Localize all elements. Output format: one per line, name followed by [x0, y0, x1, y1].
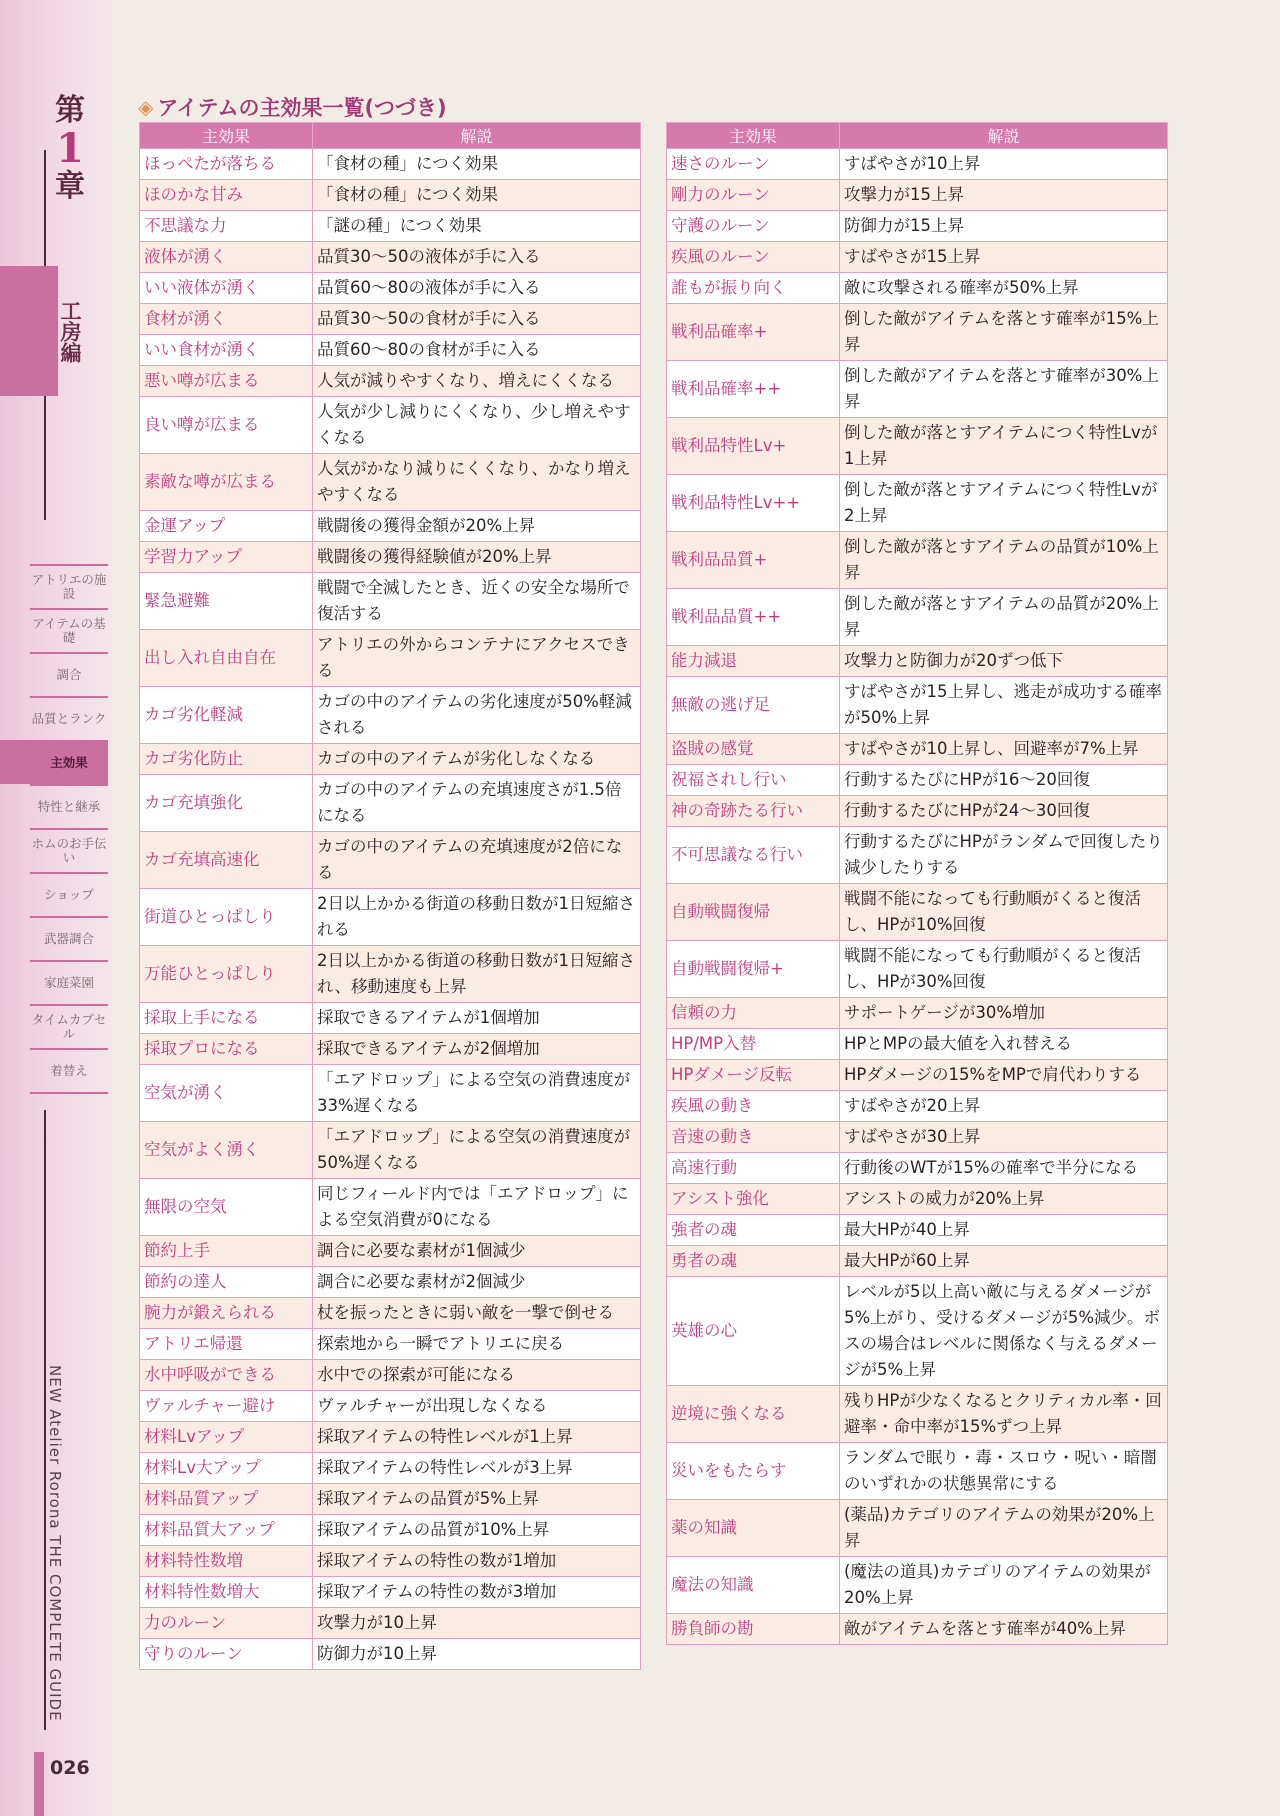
diamond-ornament-icon: ◈	[138, 95, 154, 119]
effect-description: 人気がかなり減りにくくなり、かなり増えやすくなる	[313, 454, 641, 511]
table-row	[667, 304, 1168, 361]
effect-name: 出し入れ自由自在	[140, 630, 313, 687]
effect-description: 戦闘後の獲得経験値が20%上昇	[313, 542, 641, 573]
effect-description: HPとMPの最大値を入れ替える	[840, 1029, 1168, 1060]
table-row	[667, 1386, 1168, 1443]
nav-item[interactable]: 主効果	[0, 740, 108, 784]
table-row	[140, 366, 641, 397]
table-row	[667, 1153, 1168, 1184]
effect-name: 勝負師の勘	[667, 1614, 840, 1645]
effect-description: 倒した敵がアイテムを落とす確率が15%上昇	[840, 304, 1168, 361]
effect-description: 採取アイテムの特性の数が3増加	[313, 1577, 641, 1608]
effect-description: すばやさが20上昇	[840, 1091, 1168, 1122]
table-row	[140, 211, 641, 242]
effect-name: 腕力が鍛えられる	[140, 1298, 313, 1329]
table-row	[140, 946, 641, 1003]
effect-description: 「謎の種」につく効果	[313, 211, 641, 242]
effect-description: 攻撃力と防御力が20ずつ低下	[840, 646, 1168, 677]
effect-name: 剛力のルーン	[667, 180, 840, 211]
effect-description: 行動するたびにHPがランダムで回復したり減少したりする	[840, 827, 1168, 884]
column-header: 解説	[313, 123, 641, 149]
page-number: 026	[50, 1757, 90, 1779]
effect-name: カゴ劣化防止	[140, 744, 313, 775]
effect-name: 戦利品品質++	[667, 589, 840, 646]
effect-description: 残りHPが少なくなるとクリティカル率・回避率・命中率が15%ずつ上昇	[840, 1386, 1168, 1443]
table-row	[140, 1608, 641, 1639]
effect-description: ヴァルチャーが出現しなくなる	[313, 1391, 641, 1422]
effect-description: (魔法の道具)カテゴリのアイテムの効果が20%上昇	[840, 1557, 1168, 1614]
table-row	[140, 630, 641, 687]
effect-description: 「食材の種」につく効果	[313, 149, 641, 180]
table-row	[140, 149, 641, 180]
effect-name: 良い噂が広まる	[140, 397, 313, 454]
effect-description: 品質30〜50の食材が手に入る	[313, 304, 641, 335]
effect-description: 2日以上かかる街道の移動日数が1日短縮される	[313, 889, 641, 946]
table-row	[140, 1298, 641, 1329]
effect-name: カゴ劣化軽減	[140, 687, 313, 744]
effect-name: 無限の空気	[140, 1179, 313, 1236]
part-band	[0, 266, 58, 396]
effect-description: すばやさが10上昇し、回避率が7%上昇	[840, 734, 1168, 765]
table-row	[140, 687, 641, 744]
table-row	[667, 646, 1168, 677]
column-header: 主効果	[667, 123, 840, 149]
effect-description: 行動後のWTが15%の確率で半分になる	[840, 1153, 1168, 1184]
table-row	[140, 1003, 641, 1034]
table-row	[667, 1215, 1168, 1246]
divider	[30, 1092, 108, 1094]
effect-name: ヴァルチャー避け	[140, 1391, 313, 1422]
effect-name: 逆境に強くなる	[667, 1386, 840, 1443]
effect-name: 材料Lvアップ	[140, 1422, 313, 1453]
nav-item[interactable]: アイテムの基礎	[30, 608, 108, 652]
effect-description: 調合に必要な素材が1個減少	[313, 1236, 641, 1267]
chapter-label: 第 1 章	[55, 93, 85, 204]
effect-name: 守りのルーン	[140, 1639, 313, 1670]
effect-name: ほのかな甘み	[140, 180, 313, 211]
effect-name: HP/MP入替	[667, 1029, 840, 1060]
effect-name: 採取上手になる	[140, 1003, 313, 1034]
nav-item[interactable]: 特性と継承	[30, 784, 108, 828]
table-row	[667, 1029, 1168, 1060]
table-row	[667, 827, 1168, 884]
effect-name: 空気が湧く	[140, 1065, 313, 1122]
effect-description: カゴの中のアイテムの充填速度さが1.5倍になる	[313, 775, 641, 832]
effect-name: 採取プロになる	[140, 1034, 313, 1065]
table-row	[667, 677, 1168, 734]
effect-description: 防御力が10上昇	[313, 1639, 641, 1670]
effect-description: 2日以上かかる街道の移動日数が1日短縮され、移動速度も上昇	[313, 946, 641, 1003]
effect-description: レベルが5以上高い敵に与えるダメージが5%上がり、受けるダメージが5%減少。ボスの場合はレベルに関係なく与えるダメージが5%上昇	[840, 1277, 1168, 1386]
effect-name: 金運アップ	[140, 511, 313, 542]
effect-name: 盗賊の感覚	[667, 734, 840, 765]
effect-description: 人気が少し減りにくくなり、少し増えやすくなる	[313, 397, 641, 454]
table-row	[140, 1065, 641, 1122]
table-row	[667, 765, 1168, 796]
effect-description: 調合に必要な素材が2個減少	[313, 1267, 641, 1298]
effects-table-right	[666, 122, 1168, 1645]
effect-name: 災いをもたらす	[667, 1443, 840, 1500]
effect-name: いい食材が湧く	[140, 335, 313, 366]
effect-description: 攻撃力が15上昇	[840, 180, 1168, 211]
nav-item[interactable]: 武器調合	[30, 916, 108, 960]
table-row	[667, 589, 1168, 646]
effect-description: すばやさが30上昇	[840, 1122, 1168, 1153]
effect-description: 採取アイテムの品質が10%上昇	[313, 1515, 641, 1546]
section-title: ◈ アイテムの主効果一覧(つづき)	[138, 95, 447, 120]
table-row	[667, 532, 1168, 589]
effect-name: 節約上手	[140, 1236, 313, 1267]
effect-description: 採取アイテムの特性レベルが1上昇	[313, 1422, 641, 1453]
table-row	[140, 180, 641, 211]
effect-name: 万能ひとっぱしり	[140, 946, 313, 1003]
nav-item[interactable]: タイムカプセル	[30, 1004, 108, 1048]
effect-name: ほっぺたが落ちる	[140, 149, 313, 180]
effect-description: (薬品)カテゴリのアイテムの効果が20%上昇	[840, 1500, 1168, 1557]
effect-name: いい液体が湧く	[140, 273, 313, 304]
table-row	[140, 1515, 641, 1546]
effect-description: 戦闘で全滅したとき、近くの安全な場所で復活する	[313, 573, 641, 630]
table-row	[667, 941, 1168, 998]
effect-name: 不思議な力	[140, 211, 313, 242]
table-row	[140, 335, 641, 366]
table-row	[667, 1500, 1168, 1557]
effect-name: 祝福されし行い	[667, 765, 840, 796]
effect-name: 自動戦闘復帰+	[667, 941, 840, 998]
effect-name: 食材が湧く	[140, 304, 313, 335]
table-row	[667, 242, 1168, 273]
table-row	[667, 180, 1168, 211]
table-row	[140, 454, 641, 511]
table-row	[140, 1267, 641, 1298]
table-row	[667, 361, 1168, 418]
effect-description: カゴの中のアイテムが劣化しなくなる	[313, 744, 641, 775]
effect-name: 戦利品品質+	[667, 532, 840, 589]
table-row	[140, 1546, 641, 1577]
effect-description: 戦闘後の獲得金額が20%上昇	[313, 511, 641, 542]
table-row	[667, 1184, 1168, 1215]
table-row	[667, 211, 1168, 242]
effect-description: HPダメージの15%をMPで肩代わりする	[840, 1060, 1168, 1091]
effect-description: 倒した敵が落とすアイテムの品質が10%上昇	[840, 532, 1168, 589]
effect-name: 空気がよく湧く	[140, 1122, 313, 1179]
page-tab	[34, 1752, 44, 1816]
effect-name: 緊急避難	[140, 573, 313, 630]
effect-name: 音速の動き	[667, 1122, 840, 1153]
effect-name: 疾風のルーン	[667, 242, 840, 273]
nav-item[interactable]: 着替え	[30, 1048, 108, 1092]
table-row	[667, 418, 1168, 475]
effect-name: 悪い噂が広まる	[140, 366, 313, 397]
effect-description: カゴの中のアイテムの充填速度が2倍になる	[313, 832, 641, 889]
effect-description: 品質30〜50の液体が手に入る	[313, 242, 641, 273]
table-row	[140, 1577, 641, 1608]
effect-name: 魔法の知識	[667, 1557, 840, 1614]
effect-name: 誰もが振り向く	[667, 273, 840, 304]
effect-name: 材料品質大アップ	[140, 1515, 313, 1546]
effect-description: アトリエの外からコンテナにアクセスできる	[313, 630, 641, 687]
table-row	[140, 273, 641, 304]
effect-name: 学習力アップ	[140, 542, 313, 573]
effect-name: 勇者の魂	[667, 1246, 840, 1277]
effect-description: すばやさが10上昇	[840, 149, 1168, 180]
effect-description: 最大HPが40上昇	[840, 1215, 1168, 1246]
effect-description: 品質60〜80の液体が手に入る	[313, 273, 641, 304]
effect-description: 倒した敵が落とすアイテムの品質が20%上昇	[840, 589, 1168, 646]
effect-name: 戦利品確率++	[667, 361, 840, 418]
table-row	[140, 775, 641, 832]
nav-item[interactable]: 家庭菜園	[30, 960, 108, 1004]
effect-name: 疾風の動き	[667, 1091, 840, 1122]
table-row	[667, 734, 1168, 765]
effect-description: 戦闘不能になっても行動順がくると復活し、HPが10%回復	[840, 884, 1168, 941]
table-row	[140, 1453, 641, 1484]
nav-item[interactable]: アトリエの施設	[30, 564, 108, 608]
effect-description: 最大HPが60上昇	[840, 1246, 1168, 1277]
effect-name: 英雄の心	[667, 1277, 840, 1386]
effect-description: 戦闘不能になっても行動順がくると復活し、HPが30%回復	[840, 941, 1168, 998]
effect-name: 能力減退	[667, 646, 840, 677]
effect-name: 力のルーン	[140, 1608, 313, 1639]
effect-description: 行動するたびにHPが16〜20回復	[840, 765, 1168, 796]
effect-name: アシスト強化	[667, 1184, 840, 1215]
table-row	[667, 1443, 1168, 1500]
table-row	[667, 1122, 1168, 1153]
table-row	[140, 1329, 641, 1360]
table-row	[140, 744, 641, 775]
effect-name: 信頼の力	[667, 998, 840, 1029]
table-row	[667, 1091, 1168, 1122]
effect-description: 倒した敵がアイテムを落とす確率が30%上昇	[840, 361, 1168, 418]
effect-name: 素敵な噂が広まる	[140, 454, 313, 511]
table-row	[667, 796, 1168, 827]
effect-description: 敵がアイテムを落とす確率が40%上昇	[840, 1614, 1168, 1645]
table-row	[667, 149, 1168, 180]
table-row	[140, 242, 641, 273]
nav-item[interactable]: 調合	[30, 652, 108, 696]
table-row	[140, 573, 641, 630]
effect-name: 高速行動	[667, 1153, 840, 1184]
effect-name: 水中呼吸ができる	[140, 1360, 313, 1391]
effect-name: 液体が湧く	[140, 242, 313, 273]
effect-name: 薬の知識	[667, 1500, 840, 1557]
effect-name: カゴ充填強化	[140, 775, 313, 832]
nav-item[interactable]: ホムのお手伝い	[30, 828, 108, 872]
table-row	[140, 1391, 641, 1422]
effect-name: 速さのルーン	[667, 149, 840, 180]
effect-name: 不可思議なる行い	[667, 827, 840, 884]
effect-name: 戦利品特性Lv+	[667, 418, 840, 475]
effect-description: 倒した敵が落とすアイテムにつく特性Lvが1上昇	[840, 418, 1168, 475]
table-row	[140, 1122, 641, 1179]
table-row	[140, 304, 641, 335]
table-row	[140, 1484, 641, 1515]
effect-description: アシストの威力が20%上昇	[840, 1184, 1168, 1215]
effect-description: すばやさが15上昇し、逃走が成功する確率が50%上昇	[840, 677, 1168, 734]
effect-description: 採取できるアイテムが1個増加	[313, 1003, 641, 1034]
table-row	[140, 397, 641, 454]
effect-description: 行動するたびにHPが24〜30回復	[840, 796, 1168, 827]
table-row	[667, 998, 1168, 1029]
effect-description: ランダムで眠り・毒・スロウ・呪い・暗闇のいずれかの状態異常にする	[840, 1443, 1168, 1500]
effect-name: 戦利品確率+	[667, 304, 840, 361]
table-row	[667, 1246, 1168, 1277]
effect-name: 材料Lv大アップ	[140, 1453, 313, 1484]
effect-description: 探索地から一瞬でアトリエに戻る	[313, 1329, 641, 1360]
table-row	[667, 475, 1168, 532]
effect-name: 材料品質アップ	[140, 1484, 313, 1515]
effect-description: 品質60〜80の食材が手に入る	[313, 335, 641, 366]
effect-description: 採取アイテムの特性レベルが3上昇	[313, 1453, 641, 1484]
table-row	[140, 1422, 641, 1453]
effect-description: 「エアドロップ」による空気の消費速度が33%遅くなる	[313, 1065, 641, 1122]
effect-name: 自動戦闘復帰	[667, 884, 840, 941]
effect-description: サポートゲージが30%増加	[840, 998, 1168, 1029]
effect-description: 防御力が15上昇	[840, 211, 1168, 242]
effect-name: 節約の達人	[140, 1267, 313, 1298]
effect-name: 戦利品特性Lv++	[667, 475, 840, 532]
table-row	[140, 542, 641, 573]
table-row	[667, 273, 1168, 304]
effect-name: 守護のルーン	[667, 211, 840, 242]
effect-name: 材料特性数増大	[140, 1577, 313, 1608]
table-row	[140, 832, 641, 889]
effect-description: 同じフィールド内では「エアドロップ」による空気消費が0になる	[313, 1179, 641, 1236]
table-row	[140, 1360, 641, 1391]
effect-name: 強者の魂	[667, 1215, 840, 1246]
effect-description: 杖を振ったときに弱い敵を一撃で倒せる	[313, 1298, 641, 1329]
effect-name: 材料特性数増	[140, 1546, 313, 1577]
column-header: 主効果	[140, 123, 313, 149]
effect-name: HPダメージ反転	[667, 1060, 840, 1091]
table-row	[667, 1614, 1168, 1645]
effect-description: 敵に攻撃される確率が50%上昇	[840, 273, 1168, 304]
effect-description: 「食材の種」につく効果	[313, 180, 641, 211]
table-row	[140, 1179, 641, 1236]
effects-table-left	[139, 122, 641, 1670]
effect-description: 採取アイテムの特性の数が1増加	[313, 1546, 641, 1577]
table-row	[140, 511, 641, 542]
nav-item[interactable]: ショップ	[30, 872, 108, 916]
effect-description: 採取できるアイテムが2個増加	[313, 1034, 641, 1065]
book-title: NEW Atelier Rorona THE COMPLETE GUIDE	[46, 1365, 64, 1722]
effect-name: 無敵の逃げ足	[667, 677, 840, 734]
table-row	[667, 884, 1168, 941]
column-header: 解説	[840, 123, 1168, 149]
effect-name: 街道ひとっぱしり	[140, 889, 313, 946]
effect-name: 神の奇跡たる行い	[667, 796, 840, 827]
effect-description: 採取アイテムの品質が5%上昇	[313, 1484, 641, 1515]
part-label: 工房編	[58, 300, 82, 363]
effect-name: アトリエ帰還	[140, 1329, 313, 1360]
effect-description: 水中での探索が可能になる	[313, 1360, 641, 1391]
table-row	[667, 1060, 1168, 1091]
table-row	[667, 1277, 1168, 1386]
effect-description: 倒した敵が落とすアイテムにつく特性Lvが2上昇	[840, 475, 1168, 532]
effect-description: 攻撃力が10上昇	[313, 1608, 641, 1639]
effect-description: 人気が減りやすくなり、増えにくくなる	[313, 366, 641, 397]
table-row	[140, 1034, 641, 1065]
effect-description: 「エアドロップ」による空気の消費速度が50%遅くなる	[313, 1122, 641, 1179]
table-row	[140, 889, 641, 946]
table-row	[667, 1557, 1168, 1614]
table-row	[140, 1639, 641, 1670]
effect-description: カゴの中のアイテムの劣化速度が50%軽減される	[313, 687, 641, 744]
section-nav	[30, 564, 108, 1094]
effect-description: すばやさが15上昇	[840, 242, 1168, 273]
nav-item[interactable]: 品質とランク	[30, 696, 108, 740]
table-row	[140, 1236, 641, 1267]
effect-name: カゴ充填高速化	[140, 832, 313, 889]
